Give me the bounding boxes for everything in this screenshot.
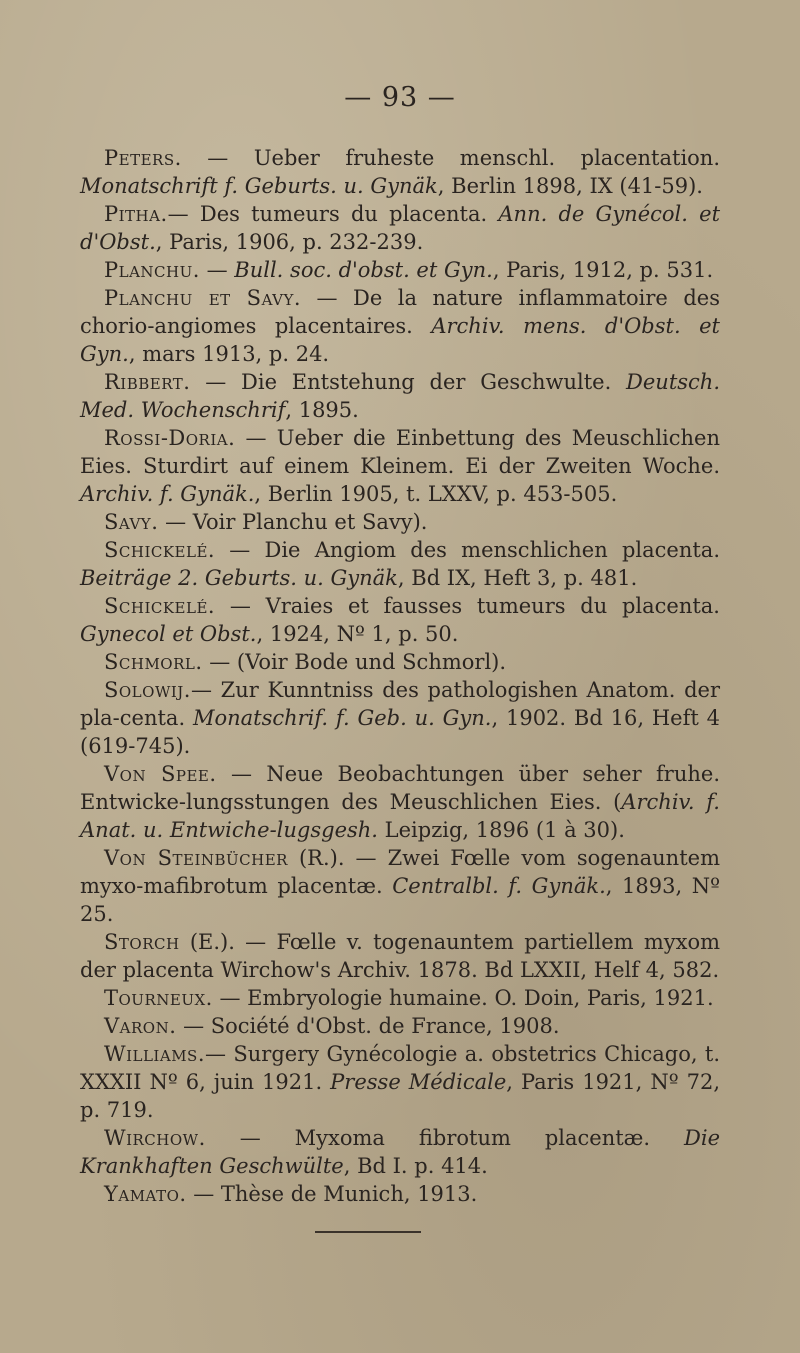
reference-entry — [80, 256, 720, 284]
reference-text: , Bd IX, Heft 3, p. 481. — [397, 566, 638, 590]
reference-author: Rossi-Doria. — [104, 426, 236, 450]
reference-text: — Ueber die Einbettung des Meuschlichen Eies. Sturdirt auf einem Kleinem. Ei der Zweiten Woche. — [80, 426, 720, 478]
reference-text: (E.). — Fœlle v. togenauntem partiellem myxom der placenta Wirchow's Archiv. 1878. Bd LXXII, Helf 4, 582. — [80, 930, 720, 982]
reference-author: Planchu et Savy. — [104, 286, 302, 310]
reference-text: , mars 1913, p. 24. — [128, 342, 330, 366]
reference-text: , 1893, Nº 25. — [80, 874, 720, 926]
reference-source-title: Centralbl. f. Gynäk. — [392, 874, 606, 898]
reference-text: — Thèse de Munich, 1913. — [186, 1182, 478, 1206]
bibliography-list — [80, 144, 720, 1208]
reference-source-title: Beiträge 2. Geburts. u. Gynäk — [80, 566, 398, 590]
reference-source-title: Monatschrif. f. Geb. u. Gyn. — [192, 706, 492, 730]
reference-text: — Neue Beobachtungen über seher fruhe. Entwicke-lungsstungen des Meuschlichen Eies. ( — [80, 762, 720, 814]
reference-source-title: Ann. de Gynécol. et d'Obst. — [80, 202, 721, 254]
reference-entry — [80, 200, 720, 256]
reference-text: , Paris 1921, Nº 72, p. 719. — [80, 1070, 720, 1122]
reference-text: , 1924, Nº 1, p. 50. — [256, 622, 459, 646]
reference-entry — [80, 844, 720, 928]
reference-entry — [80, 760, 720, 844]
reference-text: , Paris, 1912, p. 531. — [492, 258, 714, 282]
reference-author: Yamato. — [104, 1182, 187, 1206]
reference-author: Schickelé. — [104, 538, 216, 562]
reference-entry — [80, 1180, 720, 1208]
reference-text: , Berlin 1898, IX (41-59). — [437, 174, 703, 198]
reference-text: , Paris, 1906, p. 232-239. — [155, 230, 424, 254]
reference-source-title: Deutsch. Med. Wochenschrif — [80, 370, 720, 422]
reference-entry — [80, 144, 720, 200]
reference-entry — [80, 1124, 720, 1180]
reference-author: Tourneux. — [104, 986, 213, 1010]
reference-author: Varon. — [104, 1014, 177, 1038]
reference-text: — Vraies et fausses tumeurs du placenta. — [215, 594, 720, 618]
reference-text: , Berlin 1905, t. LXXV, p. 453-505. — [254, 482, 618, 506]
end-rule — [315, 1231, 421, 1233]
reference-text: — De la nature inflammatoire des chorio-angiomes placentaires. — [80, 286, 720, 338]
reference-entry — [80, 536, 720, 592]
reference-text: — Embryologie humaine. O. Doin, Paris, 1921. — [212, 986, 714, 1010]
reference-text: , 1902. Bd 16, Heft 4 (619-745). — [80, 706, 720, 758]
reference-author: Wirchow. — [104, 1126, 206, 1150]
reference-source-title: Archiv. f. Anat. u. Entwiche-lugsgesh. — [80, 790, 720, 842]
reference-text: — (Voir Bode und Schmorl). — [202, 650, 507, 674]
reference-author: Pitha. — [104, 202, 168, 226]
reference-text: — Voir Planchu et Savy). — [158, 510, 428, 534]
reference-text: — — [199, 258, 235, 282]
reference-source-title: Monatschrift f. Geburts. u. Gynäk — [80, 174, 438, 198]
reference-source-title: Gynecol et Obst. — [80, 622, 257, 646]
reference-text: Leipzig, 1896 (1 à 30). — [377, 818, 625, 842]
reference-source-title: Archiv. mens. d'Obst. et Gyn. — [80, 314, 720, 366]
reference-entry — [80, 508, 720, 536]
reference-entry — [80, 284, 720, 368]
reference-entry — [80, 1012, 720, 1040]
reference-text: — Zur Kunntniss des pathologishen Anatom. der pla-centa. — [80, 678, 720, 730]
reference-author: Solowij. — [104, 678, 191, 702]
reference-author: Von Spee. — [104, 762, 217, 786]
reference-text: — Myxoma fibrotum placentæ. — [205, 1126, 685, 1150]
reference-text: (R.). — Zwei Fœlle vom sogenauntem myxo-mafibrotum placentæ. — [80, 846, 720, 898]
reference-source-title: Archiv. f. Gynäk. — [80, 482, 255, 506]
reference-text: — Société d'Obst. de France, 1908. — [176, 1014, 560, 1038]
reference-entry — [80, 984, 720, 1012]
reference-author: Savy. — [104, 510, 159, 534]
reference-source-title: Presse Médicale — [330, 1070, 507, 1094]
reference-author: Williams. — [104, 1042, 205, 1066]
reference-text: — Die Angiom des menschlichen placenta. — [215, 538, 720, 562]
reference-entry — [80, 676, 720, 760]
reference-text: — Surgery Gynécologie a. obstetrics Chicago, t. XXXII Nº 6, juin 1921. — [80, 1042, 720, 1094]
reference-text: — Die Entstehung der Geschwulte. — [190, 370, 627, 394]
reference-entry — [80, 928, 720, 984]
reference-source-title: Bull. soc. d'obst. et Gyn. — [234, 258, 493, 282]
reference-author: Planchu. — [104, 258, 200, 282]
reference-source-title: Die Krankhaften Geschwülte — [80, 1126, 720, 1178]
reference-author: Storch — [104, 930, 180, 954]
reference-text: , 1895. — [285, 398, 359, 422]
reference-text: — Des tumeurs du placenta. — [167, 202, 499, 226]
reference-entry — [80, 648, 720, 676]
reference-author: Peters. — [104, 146, 182, 170]
reference-entry — [80, 592, 720, 648]
reference-text: , Bd I. p. 414. — [343, 1154, 488, 1178]
reference-text: — Ueber fruheste menschl. placentation. — [181, 146, 720, 170]
reference-author: Von Steinbücher — [104, 846, 288, 870]
reference-author: Schickelé. — [104, 594, 216, 618]
reference-entry — [80, 424, 720, 508]
reference-entry — [80, 368, 720, 424]
reference-author: Schmorl. — [104, 650, 203, 674]
page-number: — 93 — — [344, 82, 456, 113]
reference-entry — [80, 1040, 720, 1124]
reference-author: Ribbert. — [104, 370, 191, 394]
